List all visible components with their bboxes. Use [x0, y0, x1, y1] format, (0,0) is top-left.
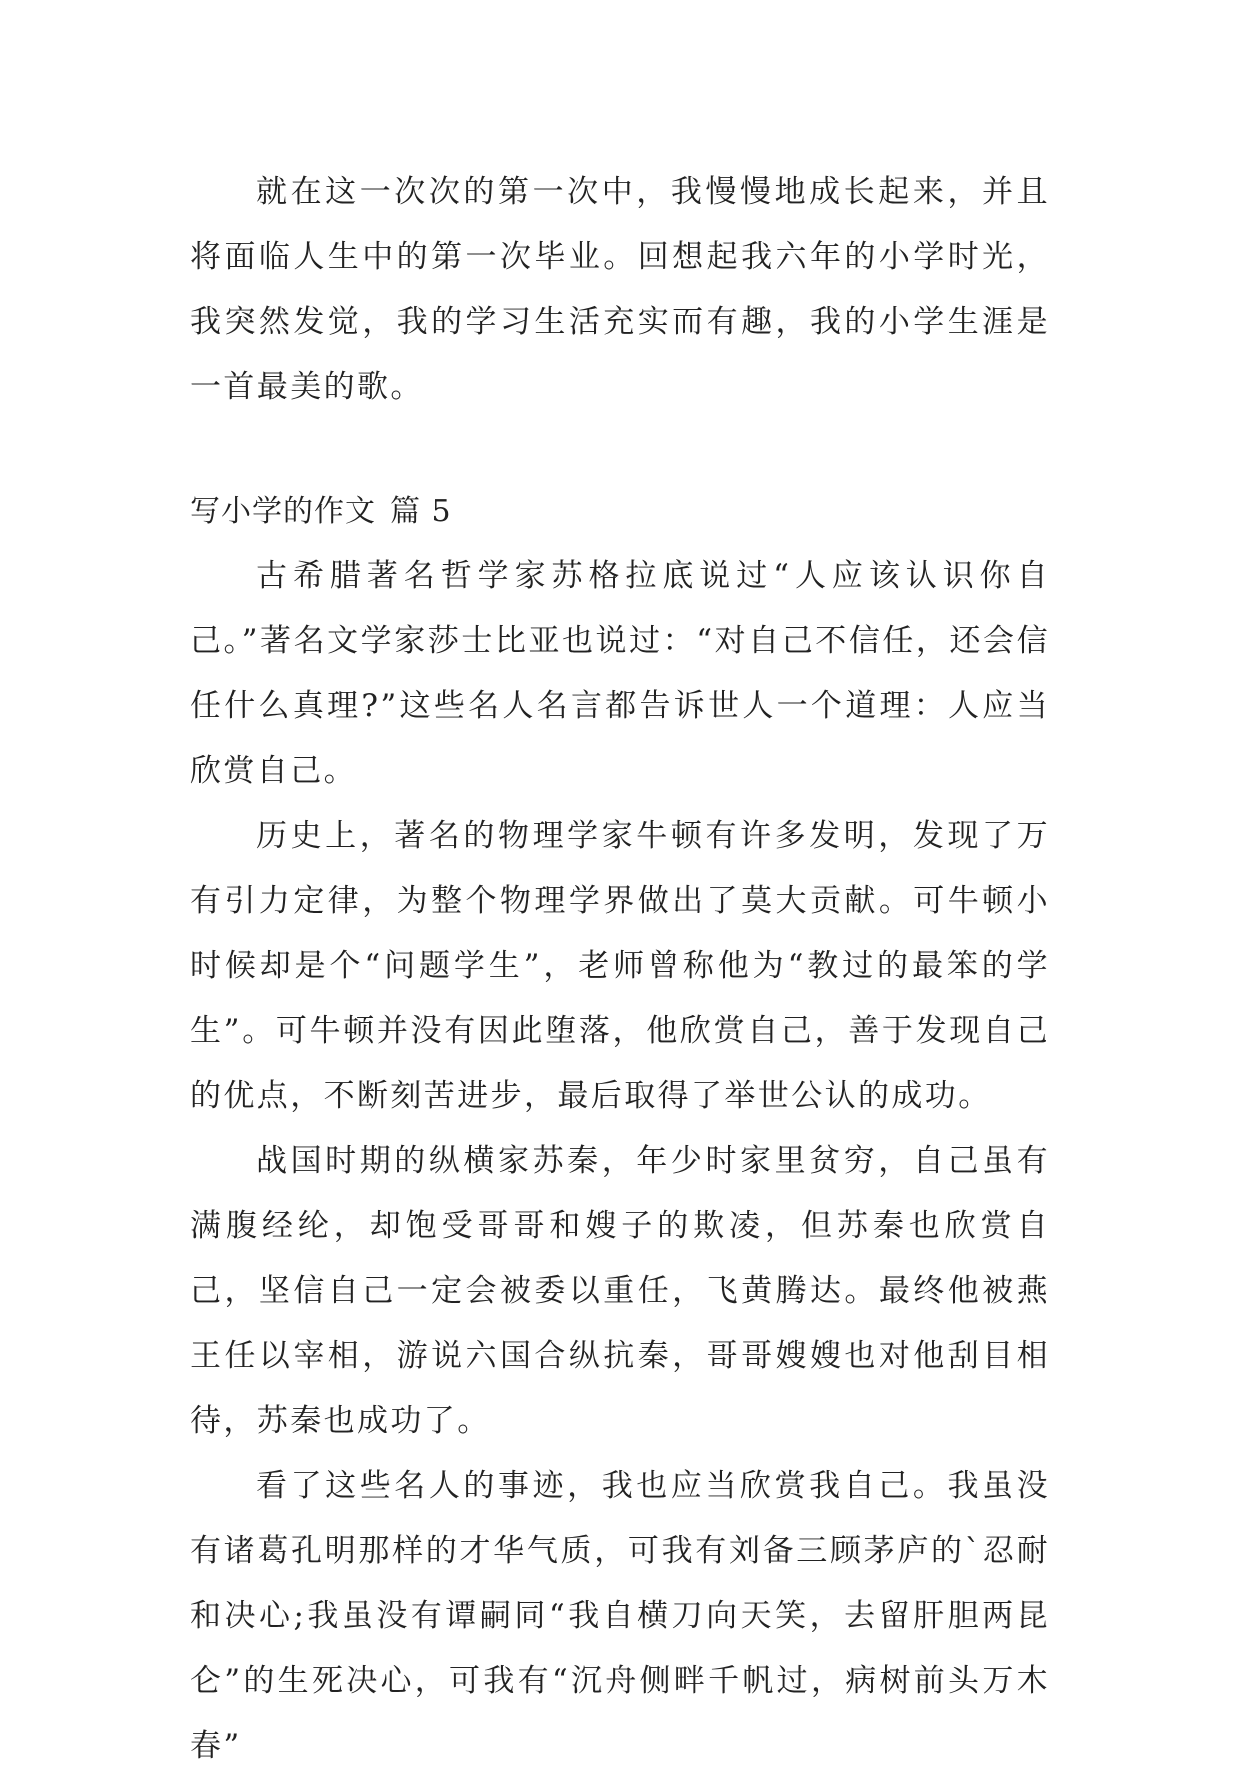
- intro-paragraph: 就在这一次次的第一次中，我慢慢地成长起来，并且将面临人生中的第一次毕业。回想起我六年的小学时光，我突然发觉，我的学习生活充实而有趣，我的小学生涯是一首最美的歌。: [190, 174, 1050, 405]
- body-paragraph: 历史上，著名的物理学家牛顿有许多发明，发现了万有引力定律，为整个物理学界做出了莫大贡献。可牛顿小时候却是个“问题学生”，老师曾称他为“教过的最笨的学生”。可牛顿并没有因此堕落，他欣赏自己，善于发现自己的优点，不断刻苦进步，最后取得了举世公认的成功。: [190, 818, 1050, 1114]
- section-heading: [190, 479, 1050, 544]
- body-paragraph: 看了这些名人的事迹，我也应当欣赏我自己。我虽没有诸葛孔明那样的才华气质，可我有刘备三顾茅庐的`忍耐和决心;我虽没有谭嗣同“我自横刀向天笑，去留肝胆两昆仑”的生死决心，可我有“沉舟侧畔千帆过，病树前头万木春”: [190, 1468, 1050, 1764]
- section-number: 篇 5: [390, 494, 452, 529]
- document-body: [190, 160, 1050, 1779]
- section-title: 写小学的作文: [190, 494, 376, 529]
- body-paragraph: 古希腊著名哲学家苏格拉底说过“人应该认识你自己。”著名文学家莎士比亚也说过：“对自己不信任，还会信任什么真理?”这些名人名言都告诉世人一个道理：人应当欣赏自己。: [190, 558, 1050, 789]
- body-paragraph: 战国时期的纵横家苏秦，年少时家里贫穷，自己虽有满腹经纶，却饱受哥哥和嫂子的欺凌，但苏秦也欣赏自己，坚信自己一定会被委以重任，飞黄腾达。最终他被燕王任以宰相，游说六国合纵抗秦，哥哥嫂嫂也对他刮目相待，苏秦也成功了。: [190, 1143, 1050, 1439]
